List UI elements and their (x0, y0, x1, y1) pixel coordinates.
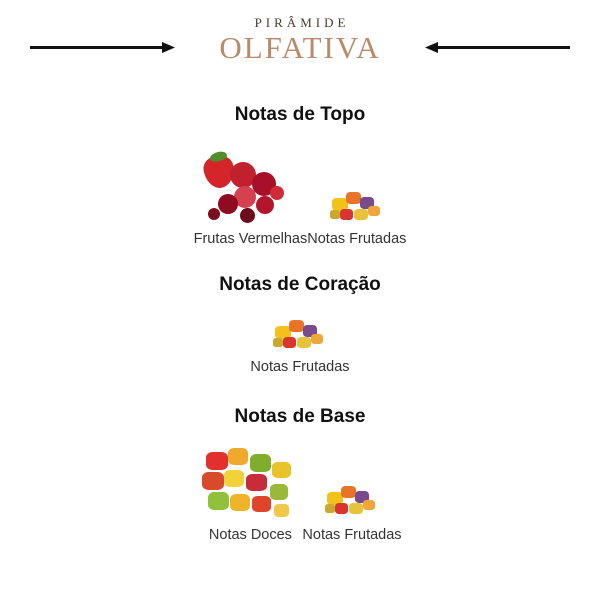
note-item (302, 480, 401, 544)
notes-row-topo (0, 150, 600, 248)
red-berries-image (200, 150, 300, 228)
note-label: Notas Doces (208, 527, 292, 543)
notes-row-base (0, 446, 600, 544)
fruit-candies-image (328, 188, 386, 228)
note-item (307, 188, 406, 248)
fruit-candies-image (323, 480, 381, 524)
notes-row-coracao (0, 316, 600, 376)
section-base (0, 406, 600, 544)
fruit-candies-image (271, 316, 329, 356)
note-label: Notas Frutadas (307, 231, 407, 247)
note-item (194, 150, 308, 248)
page-title-eyebrow: PIRÂMIDE (254, 14, 350, 30)
section-title-coracao: Notas de Coração (219, 274, 381, 295)
arrow-left-icon (425, 42, 570, 53)
section-coracao (0, 274, 600, 376)
page-title-main: OLFATIVA (219, 29, 381, 65)
section-title-base: Notas de Base (234, 406, 366, 427)
page-header (0, 0, 600, 80)
section-title-topo: Notas de Topo (234, 104, 366, 125)
note-label: Notas Frutadas (302, 527, 402, 543)
sweet-candies-image (198, 446, 302, 524)
note-label: Notas Frutadas (250, 359, 350, 375)
section-topo (0, 104, 600, 248)
note-item (198, 446, 302, 544)
note-item (250, 316, 349, 376)
arrow-right-icon (30, 42, 175, 53)
page-title (180, 16, 420, 65)
note-label: Frutas Vermelhas (193, 231, 308, 247)
